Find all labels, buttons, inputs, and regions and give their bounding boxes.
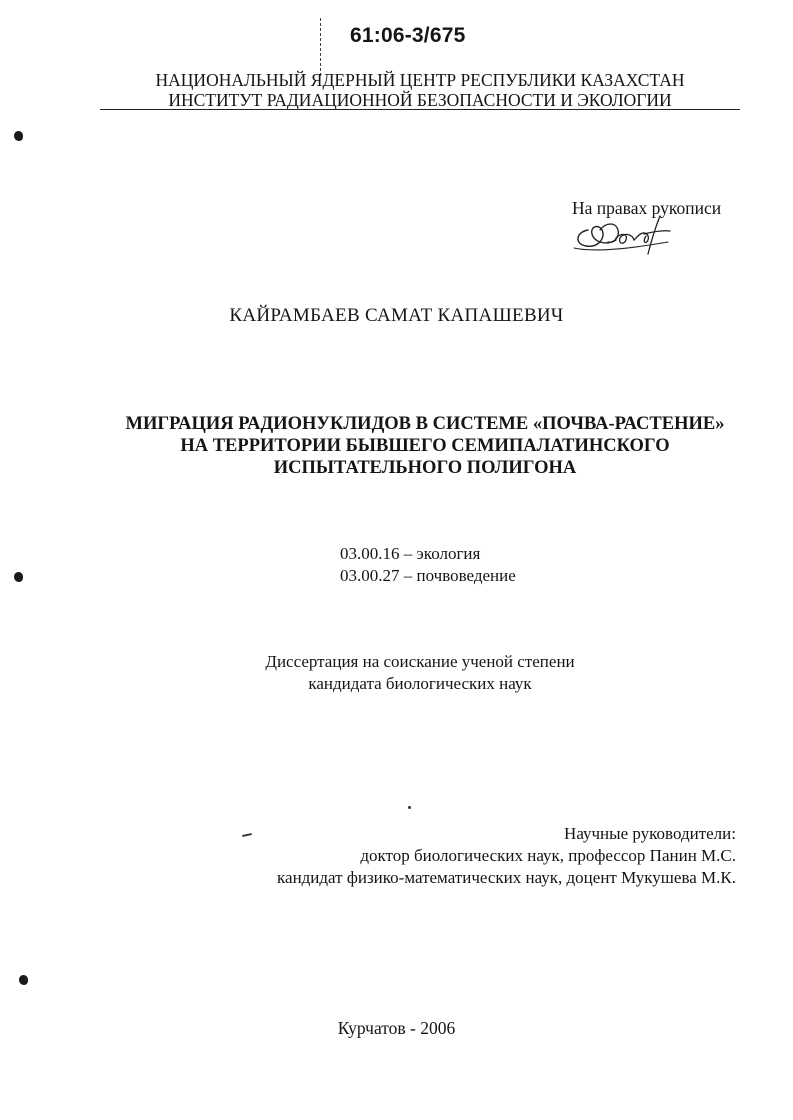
fold-line	[320, 18, 321, 76]
binder-hole-mark	[19, 975, 28, 985]
scan-speck	[408, 806, 411, 809]
specialty-ecology: 03.00.16 – экология	[340, 544, 481, 563]
specialty-soil-science: 03.00.27 – почвоведение	[340, 566, 516, 585]
supervisors-heading: Научные руководители:	[564, 824, 736, 843]
degree-statement	[100, 651, 740, 695]
supervisor-2: кандидат физико-математических наук, доцент Мукушева М.К.	[277, 868, 736, 887]
handwritten-signature	[572, 212, 677, 258]
author-name: КАЙРАМБАЕВ САМАТ КАПАШЕВИЧ	[229, 305, 564, 326]
binder-hole-mark	[14, 572, 23, 582]
binder-hole-mark	[14, 131, 23, 141]
header-divider	[100, 109, 740, 110]
scientific-supervisors	[150, 823, 736, 889]
title-line: НА ТЕРРИТОРИИ БЫВШЕГО СЕМИПАЛАТИНСКОГО	[180, 436, 670, 456]
degree-line: Диссертация на соискание ученой степени	[265, 652, 575, 671]
dissertation-title	[60, 413, 790, 479]
supervisor-1: доктор биологических наук, профессор Панин М.С.	[360, 846, 736, 865]
place-and-year: Курчатов - 2006	[337, 1018, 456, 1038]
library-stamp-code: 61:06-3/675	[350, 24, 466, 47]
specialty-codes	[340, 543, 516, 587]
degree-line: кандидата биологических наук	[308, 674, 532, 693]
organization-line: НАЦИОНАЛЬНЫЙ ЯДЕРНЫЙ ЦЕНТР РЕСПУБЛИКИ КАЗАХСТАН	[155, 70, 685, 90]
organization-header	[100, 70, 740, 110]
manuscript-rights-label: На правах рукописи	[572, 198, 722, 218]
title-line: МИГРАЦИЯ РАДИОНУКЛИДОВ В СИСТЕМЕ «ПОЧВА-РАСТЕНИЕ»	[125, 414, 725, 434]
title-line: ИСПЫТАТЕЛЬНОГО ПОЛИГОНА	[273, 458, 577, 478]
institute-line: ИНСТИТУТ РАДИАЦИОННОЙ БЕЗОПАСНОСТИ И ЭКОЛОГИИ	[168, 90, 672, 110]
